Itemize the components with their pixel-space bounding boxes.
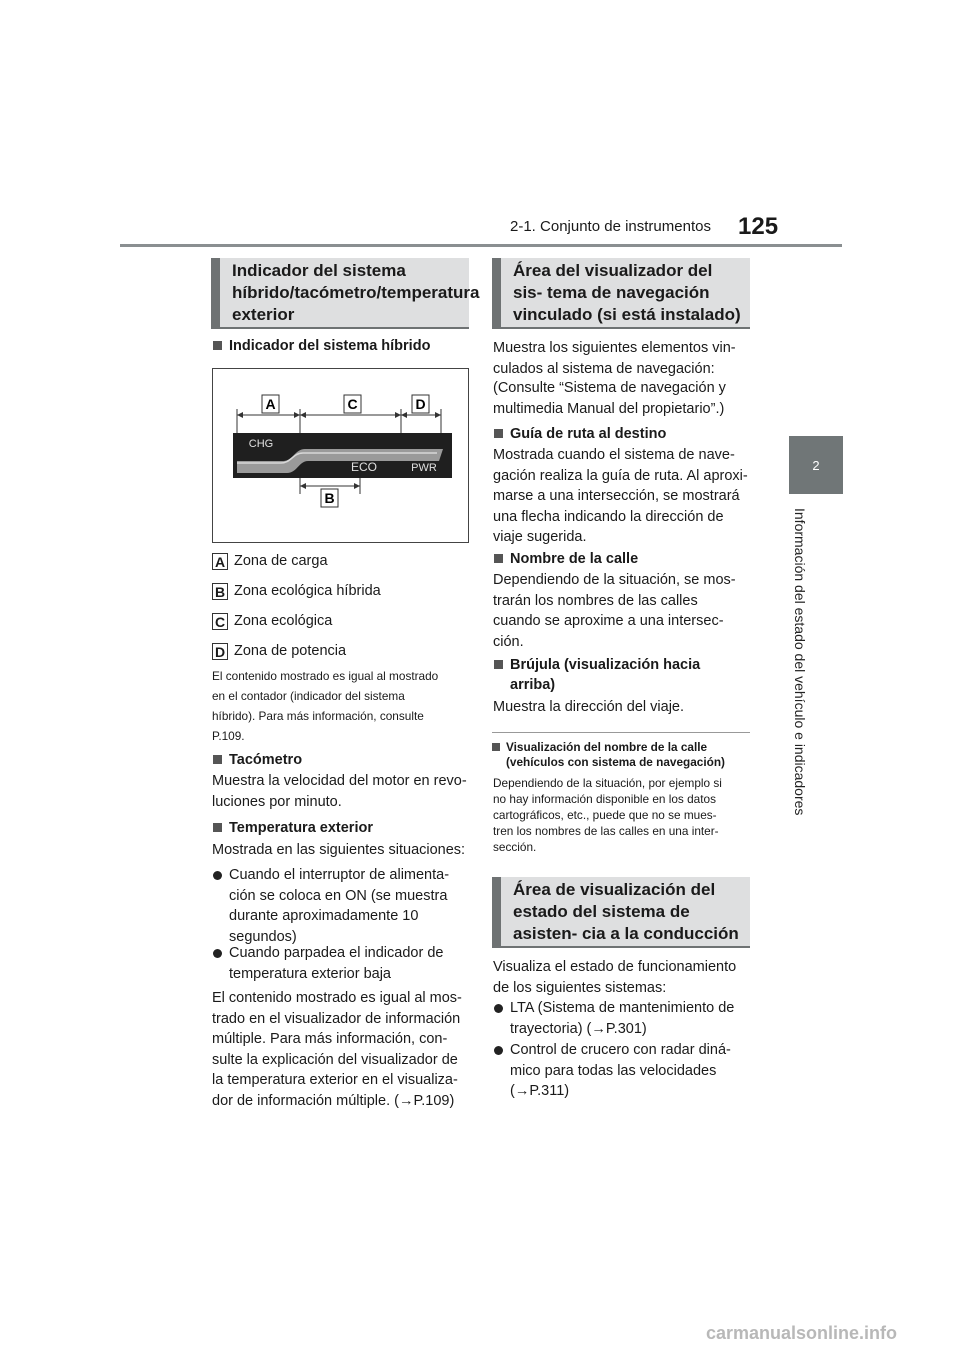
chapter-number: 2 [812, 457, 820, 473]
outside-temp-closing: El contenido mostrado es igual al mos- trado en el visualizador de información múltiple. Para más información, con- sulte la explicación del visualizador de la temperatura exterior en el visualiza- dor de información múltiple. (→P.109) [212, 990, 462, 1109]
hybrid-indicator-figure [212, 368, 469, 543]
chapter-label: Información del estado del vehículo e indicadores [792, 508, 808, 816]
subheading-tachometer: Tacómetro [211, 750, 302, 770]
bullet-radar-cruise: Control de crucero con radar diná- mico para todas las velocidades (→P.311) [493, 1040, 768, 1102]
route-guidance-description: Mostrada cuando el sistema de nave- gación realiza la guía de ruta. Al aproxi- marse a una intersección, se mostrará una flecha indicando la dirección de viaje sugerida. [493, 447, 748, 545]
callout-d: D [415, 396, 426, 412]
note-street-display-text: Dependiendo de la situación, por ejemplo si no hay información disponible en los datos cartográficos, etc., puede que no se mues- tren los nombres de las calles en una inter- sección. [493, 776, 722, 854]
bullet-lta: LTA (Sistema de mantenimiento de trayectoria) (→P.301) [493, 998, 768, 1039]
compass-description: Muestra la dirección del viaje. [493, 699, 685, 715]
driving-assist-intro: Visualiza el estado de funcionamiento de los siguientes sistemas: [493, 959, 737, 996]
subheading-compass: Brújula (visualización hacia arriba) [492, 655, 700, 695]
legend-text: Zona de potencia [234, 643, 347, 659]
street-name-description: Dependiendo de la situación, se mos- trarán los nombres de las calles cuando se aproxime a una intersec- ción. [493, 572, 736, 650]
legend-letter: A [212, 553, 228, 570]
legend-item-d [212, 641, 346, 661]
gauge-label-eco: ECO [350, 460, 378, 474]
header-rule [120, 244, 842, 247]
tachometer-description: Muestra la velocidad del motor en revo- luciones por minuto. [212, 773, 467, 810]
chapter-tab[interactable] [789, 436, 843, 494]
callout-c: C [347, 396, 358, 412]
outside-temp-intro: Mostrada en las siguientes situaciones: [212, 842, 466, 858]
gauge-label-pwr: PWR [411, 462, 437, 474]
subheading-hybrid-indicator: Indicador del sistema híbrido [211, 336, 430, 356]
subheading-outside-temp: Temperatura exterior [211, 818, 373, 838]
legend-item-a [212, 551, 328, 571]
legend-item-c [212, 611, 332, 631]
subheading-route-guidance: Guía de ruta al destino [492, 424, 666, 444]
legend-letter: D [212, 643, 228, 660]
heading-navigation-area: Área del visualizador del sis- tema de navegación vinculado (si está instalado) [492, 258, 750, 329]
legend-text: Zona ecológica [234, 613, 333, 629]
section-title: 2-1. Conjunto de instrumentos [510, 218, 711, 235]
note-heading-street-display: Visualización del nombre de la calle (vehículos con sistema de navegación) [492, 740, 764, 770]
hybrid-gauge-diagram [213, 369, 468, 542]
note-divider [492, 732, 750, 733]
navigation-intro: Muestra los siguientes elementos vin- culados al sistema de navegación: [493, 340, 736, 377]
gauge-label-chg: CHG [248, 438, 274, 450]
legend-item-b [212, 581, 381, 601]
legend-text: Zona ecológica híbrida [234, 583, 381, 599]
legend-letter: B [212, 583, 228, 600]
bullet-power-switch: Cuando el interruptor de alimenta- ción se coloca en ON (se muestra durante aproximadamente 10 segundos) [212, 865, 487, 947]
heading-driving-assist-area: Área de visualización del estado del sistema de asisten- cia a la conducción [492, 877, 750, 948]
callout-b: B [324, 490, 335, 506]
subheading-street-name: Nombre de la calle [492, 549, 638, 569]
page-number: 125 [738, 213, 779, 240]
callout-a: A [265, 396, 276, 412]
legend-letter: C [212, 613, 228, 630]
legend-text: Zona de carga [234, 553, 328, 569]
watermark: carmanualsonline.info [706, 1323, 898, 1343]
navigation-consult: (Consulte “Sistema de navegación y multimedia Manual del propietario”.) [493, 380, 726, 417]
hybrid-indicator-note: El contenido mostrado es igual al mostrado en el contador (indicador del sistema híbrido). Para más información, consulte P.109. [212, 669, 439, 743]
heading-hybrid-tach-temp: Indicador del sistema híbrido/tacómetro/temperatura exterior [211, 258, 469, 329]
bullet-low-temp-indicator: Cuando parpadea el indicador de temperatura exterior baja [212, 943, 487, 984]
